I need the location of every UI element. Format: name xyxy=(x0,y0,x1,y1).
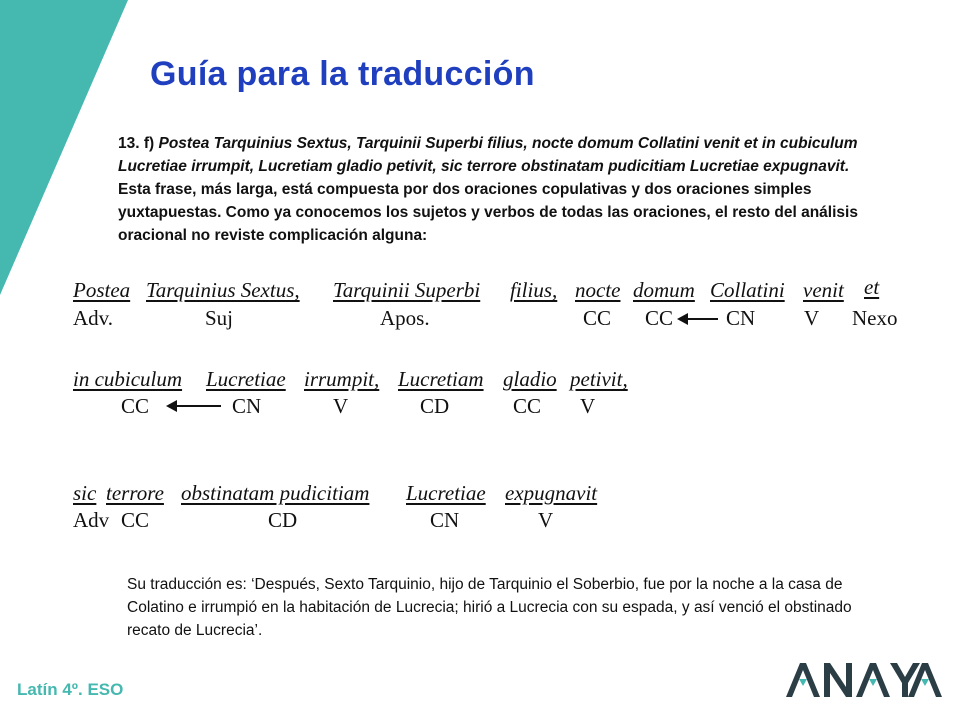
latin-word: Tarquinii Superbi xyxy=(333,278,481,302)
syntax-tag: CC xyxy=(121,508,150,532)
latin-word: sic xyxy=(73,481,97,505)
latin-word: petivit, xyxy=(570,367,628,391)
latin-word: Lucretiae xyxy=(406,481,486,505)
latin-word: nocte xyxy=(575,278,621,302)
latin-word: Collatini xyxy=(710,278,785,302)
exercise-explanation: Esta frase, más larga, está compuesta por dos oraciones copulativas y dos oraciones simples yuxtapuestas. Como ya conocemos los sujetos y verbos de todas las oraciones, el resto del análisis oracional no reviste complicación alguna: xyxy=(118,181,858,244)
anaya-logo xyxy=(784,655,944,703)
latin-word: obstinatam pudicitiam xyxy=(181,481,370,505)
syntax-tag: V xyxy=(333,394,349,418)
syntax-tag: CN xyxy=(726,306,756,330)
latin-sentence: Postea Tarquinius Sextus, Tarquinii Superbi filius, nocte domum Collatini venit et in cubiculum Lucretiae irrumpit, Lucretiam gladio petivit, sic terrore obstinatam pudicitiam Lucretiae expugnavit. xyxy=(118,135,858,175)
syntax-tag: CC xyxy=(121,394,150,418)
latin-word: et xyxy=(864,275,880,299)
translation-text: Su traducción es: ‘Después, Sexto Tarquinio, hijo de Tarquinio el Soberbio, fue por la noche a la casa de Colatino e irrumpió en la habitación de Lucrecia; hirió a Lucrecia con su espada, y así venció el obstinado recato de Lucrecia’. xyxy=(127,576,852,639)
exercise-number: 13. f) xyxy=(118,135,155,152)
latin-word: domum xyxy=(633,278,695,302)
syntax-tag: V xyxy=(804,306,820,330)
syntax-tag: Adv xyxy=(73,508,110,532)
latin-word: filius, xyxy=(510,278,558,302)
latin-word: Tarquinius Sextus, xyxy=(146,278,300,302)
latin-word: Lucretiae xyxy=(206,367,286,391)
slide-title: Guía para la traducción xyxy=(150,55,535,93)
latin-word: expugnavit xyxy=(505,481,598,505)
syntax-tag: Nexo xyxy=(852,306,898,330)
syntax-tag: Suj xyxy=(205,306,234,330)
syntax-tag: CN xyxy=(232,394,262,418)
exercise-intro xyxy=(118,132,878,247)
latin-word: in cubiculum xyxy=(73,367,183,391)
arrow-left-icon xyxy=(165,396,223,416)
syntax-tag: CD xyxy=(420,394,450,418)
arrow-left-icon xyxy=(676,309,720,329)
syntax-tag: Apos. xyxy=(380,306,430,330)
latin-word: venit xyxy=(803,278,844,302)
syntax-tag: CN xyxy=(430,508,460,532)
latin-word: gladio xyxy=(503,367,557,391)
syntax-tag: CC xyxy=(583,306,612,330)
latin-word: terrore xyxy=(106,481,164,505)
syntax-tag: CC xyxy=(645,306,674,330)
syntax-tag: CD xyxy=(268,508,298,532)
latin-word: Lucretiam xyxy=(398,367,484,391)
latin-word: irrumpit, xyxy=(304,367,380,391)
syntax-tag: CC xyxy=(513,394,542,418)
syntax-tag: V xyxy=(580,394,596,418)
syntax-tag: Adv. xyxy=(73,306,114,330)
syntax-tag: V xyxy=(538,508,554,532)
course-footer: Latín 4º. ESO xyxy=(17,680,124,699)
latin-word: Postea xyxy=(73,278,131,302)
